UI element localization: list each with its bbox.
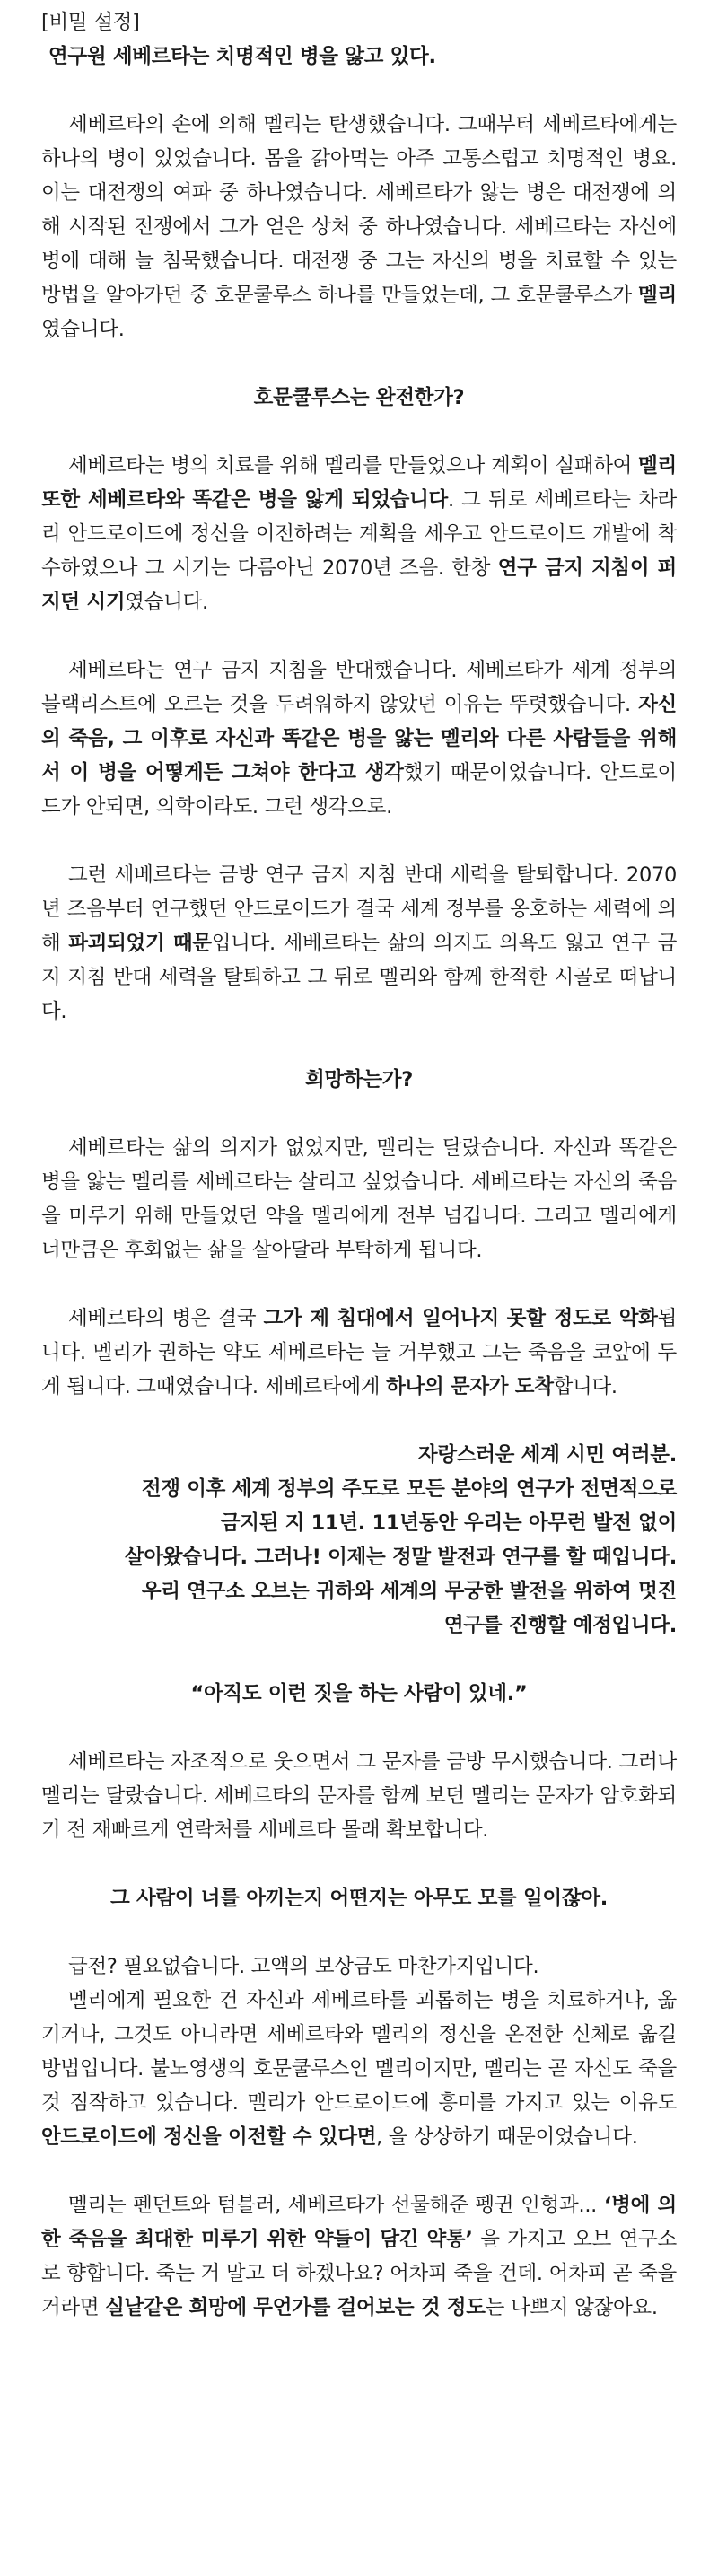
text-run: 였습니다.: [41, 318, 125, 341]
section-heading-1: 호문쿨루스는 완전한가?: [253, 386, 465, 409]
message-line-4: 살아왔습니다. 그러나! 이제는 정말 발전과 연구를 할 때입니다.: [124, 1546, 677, 1569]
document-header: 연구원 세베르타는 치명적인 병을 앓고 있다.: [48, 45, 436, 68]
text-run: 멜리는 펜던트와 텀블러, 세베르타가 선물해준 펭귄 인형과...: [68, 2194, 604, 2217]
text-run: 였습니다.: [125, 591, 208, 614]
spacer: [41, 1643, 677, 1677]
paragraph-1: [41, 108, 677, 346]
spacer: [41, 2154, 677, 2188]
emphasis-text: 안드로이드에 정신을 이전할 수 있다면: [41, 2125, 377, 2149]
spacer: [41, 1711, 677, 1745]
quote-line: “아직도 이런 짓을 하는 사람이 있네.”: [190, 1682, 528, 1705]
text-run: 했기 때문이었습니다. 안드로이드가 안되면, 의학이라도. 그런 생각으로.: [41, 761, 677, 819]
spacer: [41, 824, 677, 858]
spacer: [41, 1029, 677, 1063]
spacer: [41, 1915, 677, 1950]
text-run: 그런 세베르타는 금방 연구 금지 지침 반대 세력을 탈퇴합니다. 2070년 즈음부터 연구했던 안드로이드가 결국 세계 정부를 옹호하는 세력에 의해: [41, 863, 677, 955]
emphasis-text: 파괴되었기 때문: [68, 932, 212, 955]
emphasis-text: 멜리 또한 세베르타와 똑같은 병을 앓게 되었습니다: [41, 454, 677, 512]
spacer: [41, 346, 677, 381]
spacer: [41, 1267, 677, 1301]
text-run: 세베르타는 연구 금지 지침을 반대했습니다. 세베르타가 세계 정부의 블랙리스트에 오르는 것을 두려워하지 않았던 이유는 뚜렷했습니다.: [41, 659, 677, 716]
text-run: 는 나쁘지 않잖아요.: [485, 2296, 658, 2319]
text-run: 급전? 필요없습니다. 고액의 보상금도 마찬가지입니다.: [68, 1955, 539, 1978]
secret-setting-tag: [비밀 설정]: [41, 11, 140, 34]
text-run: , 을 상상하기 때문이었습니다.: [376, 2125, 638, 2149]
emphasis-text: 그가 제 침대에서 일어나지 못할 정도로 악화: [263, 1307, 658, 1330]
emphasis-text: 하나의 문자가 도착: [386, 1375, 554, 1398]
message-line-2: 전쟁 이후 세계 정부의 주도로 모든 분야의 연구가 전면적으로: [141, 1477, 677, 1501]
paragraph-5: [41, 1131, 677, 1267]
spacer: [41, 74, 677, 108]
paragraph-8: [41, 1950, 677, 1984]
spacer: [41, 1097, 677, 1131]
text-run: 세베르타의 손에 의해 멜리는 탄생했습니다. 그때부터 세베르타에게는 하나의 병이 있었습니다. 몸을 갉아먹는 아주 고통스럽고 치명적인 병요. 이는 대전쟁의 여파 중 하나였습니다. 세베르타가 앓는 병은 대전쟁에 의해 시작된 전쟁에서 그가 얻은 상처 중 하나였습니다. 세베르타는 자신에 병에 대해 늘 침묵했습니다. 대전쟁 중 그는 자신의 병을 치료할 수 있는 방법을 알아가던 중 호문쿨루스 하나를 만들었는데, 그 호문쿨루스가: [41, 113, 677, 307]
paragraph-9: [41, 1984, 677, 2154]
message-line-3: 금지된 지 11년. 11년동안 우리는 아무런 발전 없이: [220, 1511, 677, 1535]
text-run: 세베르타의 병은 결국: [68, 1307, 264, 1330]
spacer: [41, 619, 677, 653]
emphasis-text: ‘병에 의한 죽음을 최대한 미루기 위한 약들이 담긴 약통’: [41, 2194, 677, 2251]
text-run: 세베르타는 자조적으로 웃으면서 그 문자를 금방 무시했습니다. 그러나 멜리는 달랐습니다. 세베르타의 문자를 함께 보던 멜리는 문자가 암호화되기 전 재빠르게 연락처를 세베르타 몰래 확보합니다.: [41, 1750, 677, 1842]
text-run: 을 가지고 오브 연구소로 향합니다. 죽는 거 말고 더 하겠나요? 어차피 죽을 건데. 어차피 곧 죽을 거라면: [41, 2228, 677, 2319]
text-run: 합니다.: [553, 1375, 617, 1398]
message-line-1: 자랑스러운 세계 시민 여러분.: [417, 1443, 677, 1467]
text-run: 세베르타는 삶의 의지가 없었지만, 멜리는 달랐습니다. 자신과 똑같은 병을 앓는 멜리를 세베르타는 살리고 싶었습니다. 세베르타는 자신의 죽음을 미루기 위해 만들었던 약을 멜리에게 전부 넘깁니다. 그리고 멜리에게 너만큼은 후회없는 삶을 살아달라 부탁하게 됩니다.: [41, 1136, 677, 1262]
paragraph-6: [41, 1301, 677, 1404]
section-heading-2: 희망하는가?: [305, 1068, 413, 1091]
paragraph-7: [41, 1745, 677, 1847]
text-run: 입니다. 세베르타는 삶의 의지도 의욕도 잃고 연구 금지 지침 반대 세력을 탈퇴하고 그 뒤로 멜리와 함께 한적한 시골로 떠납니다.: [41, 932, 677, 1023]
spacer: [41, 1404, 677, 1438]
text-run: 됩니다. 멜리가 권하는 약도 세베르타는 늘 거부했고 그는 죽음을 코앞에 두게 됩니다. 그때였습니다. 세베르타에게: [41, 1307, 677, 1398]
section-heading-3: 그 사람이 너를 아끼는지 어떤지는 아무도 모를 일이잖아.: [110, 1887, 608, 1910]
emphasis-text: 연구 금지 지침이 퍼지던 시기: [41, 556, 677, 614]
message-line-5: 우리 연구소 오브는 귀하와 세계의 무궁한 발전을 위하여 멋진: [141, 1580, 677, 1603]
emphasis-text: 실낱같은 희망에 무언가를 걸어보는 것 정도: [105, 2296, 486, 2319]
paragraph-10: [41, 2188, 677, 2325]
paragraph-2: [41, 449, 677, 619]
paragraph-4: [41, 858, 677, 1029]
emphasis-text: 멜리: [638, 284, 677, 307]
spacer: [41, 1847, 677, 1881]
text-run: 세베르타는 병의 치료를 위해 멜리를 만들었으나 계획이 실패하여: [68, 454, 639, 478]
text-run: 멜리에게 필요한 건 자신과 세베르타를 괴롭히는 병을 치료하거나, 옮기거나, 그것도 아니라면 세베르타와 멜리의 정신을 온전한 신체로 옮길 방법입니다. 불노영생의 호문쿨루스인 멜리이지만, 멜리는 곧 자신도 죽을 것 짐작하고 있습니다. 멜리가 안드로이드에 흥미를 가지고 있는 이유도: [41, 1989, 677, 2115]
emphasis-text: 자신의 죽음, 그 이후로 자신과 똑같은 병을 앓는 멜리와 다른 사람들을 위해서 이 병을 어떻게든 그쳐야 한다고 생각: [41, 693, 677, 784]
paragraph-3: [41, 653, 677, 824]
text-run: . 그 뒤로 세베르타는 차라리 안드로이드에 정신을 이전하려는 계획을 세우고 안드로이드 개발에 착수하였으나 그 시기는 다름아닌 2070년 즈음. 한창: [41, 488, 677, 580]
spacer: [41, 415, 677, 449]
message-line-6: 연구를 진행할 예정입니다.: [443, 1614, 677, 1637]
